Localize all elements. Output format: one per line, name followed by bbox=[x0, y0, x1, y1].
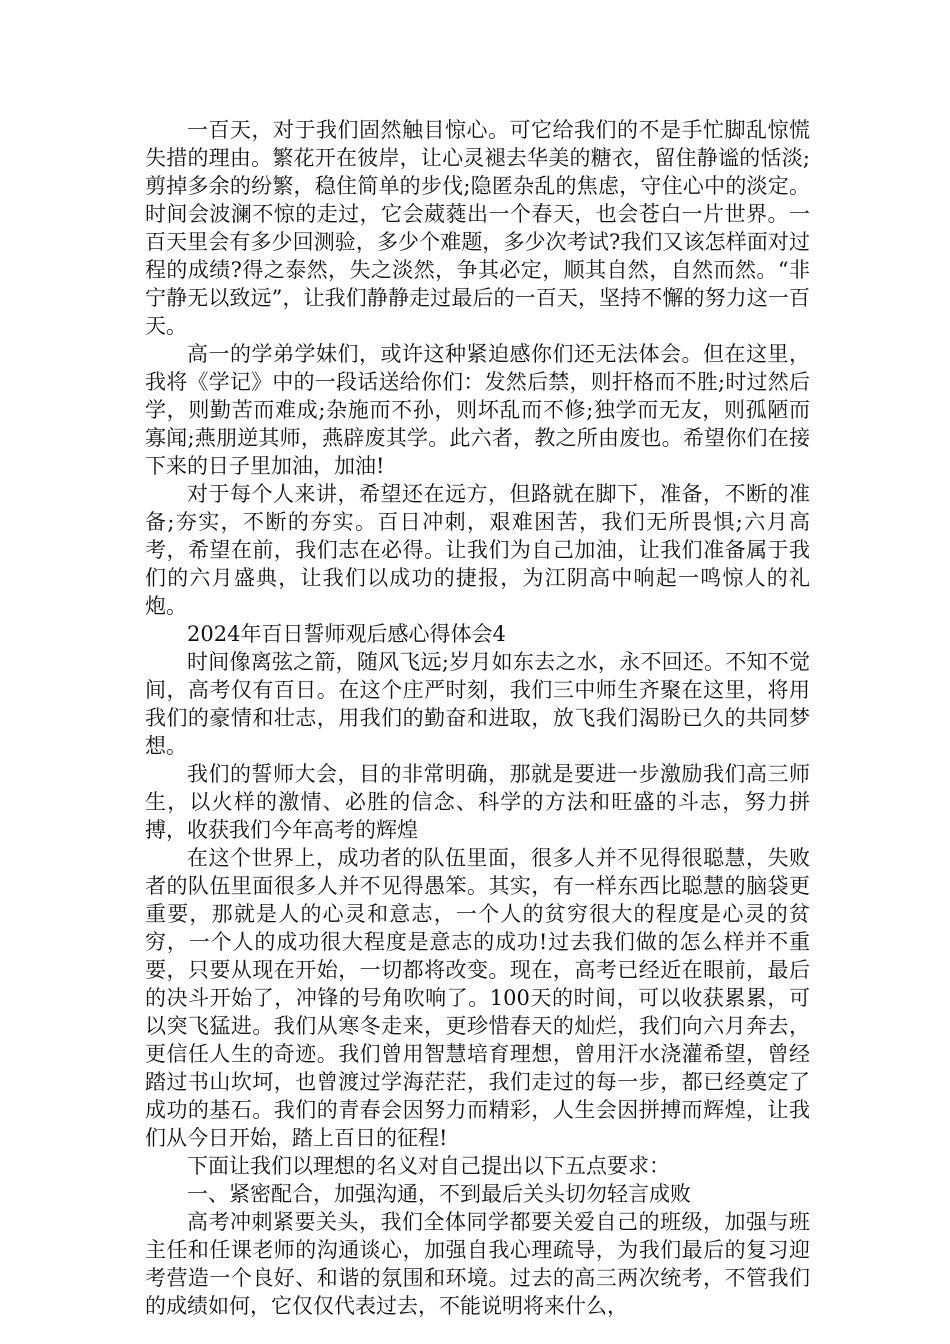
paragraph-1: 一百天，对于我们固然触目惊心。可它给我们的不是手忙脚乱惊慌失措的理由。繁花开在彼岸，让心灵褪去华美的糖衣，留住静谧的恬淡;剪掉多余的纷繁，稳住简单的步伐;隐匿杂乱的焦虑，守住心中的淡定。时间会波澜不惊的走过，它会葳蕤出一个春天，也会苍白一片世界。一百天里会有多少回测验，多少个难题，多少次考试?我们又该怎样面对过程的成绩?得之泰然，失之淡然，争其必定，顺其自然，自然而然。“非宁静无以致远”，让我们静静走过最后的一百天，坚持不懈的努力这一百天。 bbox=[145, 118, 810, 338]
paragraph-8: 高考冲刺紧要关头，我们全体同学都要关爱自己的班级，加强与班主任和任课老师的沟通谈心，加强自我心理疏导，为我们最后的复习迎考营造一个良好、和谐的氛围和环境。过去的高三两次统考，不管我们的成绩如何，它仅仅代表过去，不能说明将来什么， bbox=[145, 1210, 810, 1318]
section-heading: 2024年百日誓师观后感心得体会4 bbox=[187, 622, 506, 646]
paragraph-2: 高一的学弟学妹们，或许这种紧迫感你们还无法体会。但在这里，我将《学记》中的一段话送给你们：发然后禁，则扞格而不胜;时过然后学，则勤苦而难成;杂施而不孙，则坏乱而不修;独学而无友，则孤陋而寡闻;燕朋逆其师，燕辟废其学。此六者，教之所由废也。希望你们在接下来的日子里加油，加油! bbox=[145, 342, 810, 478]
document-page bbox=[145, 116, 810, 1320]
requirement-heading-1: 一、紧密配合，加强沟通，不到最后关头切勿轻言成败 bbox=[187, 1182, 691, 1206]
paragraph-3: 对于每个人来讲，希望还在远方，但路就在脚下，准备，不断的准备;夯实，不断的夯实。百日冲刺，艰难困苦，我们无所畏惧;六月高考，希望在前，我们志在必得。让我们为自己加油，让我们准备属于我们的六月盛典，让我们以成功的捷报，为江阴高中响起一鸣惊人的礼炮。 bbox=[145, 482, 810, 618]
paragraph-6: 在这个世界上，成功者的队伍里面，很多人并不见得很聪慧，失败者的队伍里面很多人并不见得愚笨。其实，有一样东西比聪慧的脑袋更重要，那就是人的心灵和意志，一个人的贫穷很大的程度是心灵的贫穷，一个人的成功很大程度是意志的成功!过去我们做的怎么样并不重要，只要从现在开始，一切都将改变。现在，高考已经近在眼前，最后的决斗开始了，冲锋的号角吹响了。100天的时间，可以收获累累，可以突飞猛进。我们从寒冬走来，更珍惜春天的灿烂，我们向六月奔去，更信任人生的奇迹。我们曾用智慧培育理想，曾用汗水浇灌希望，曾经踏过书山坎坷，也曾渡过学海茫茫，我们走过的每一步，都已经奠定了成功的基石。我们的青春会因努力而精彩，人生会因拼搏而辉煌，让我们从今日开始，踏上百日的征程! bbox=[145, 846, 810, 1150]
paragraph-7: 下面让我们以理想的名义对自己提出以下五点要求： bbox=[187, 1154, 670, 1178]
paragraph-5: 我们的誓师大会，目的非常明确，那就是要进一步激励我们高三师生，以火样的激情、必胜的信念、科学的方法和旺盛的斗志，努力拼搏，收获我们今年高考的辉煌 bbox=[145, 762, 810, 842]
paragraph-4: 时间像离弦之箭，随风飞远;岁月如东去之水，永不回还。不知不觉间，高考仅有百日。在这个庄严时刻，我们三中师生齐聚在这里，将用我们的豪情和壮志，用我们的勤奋和进取，放飞我们渴盼已久的共同梦想。 bbox=[145, 650, 810, 758]
